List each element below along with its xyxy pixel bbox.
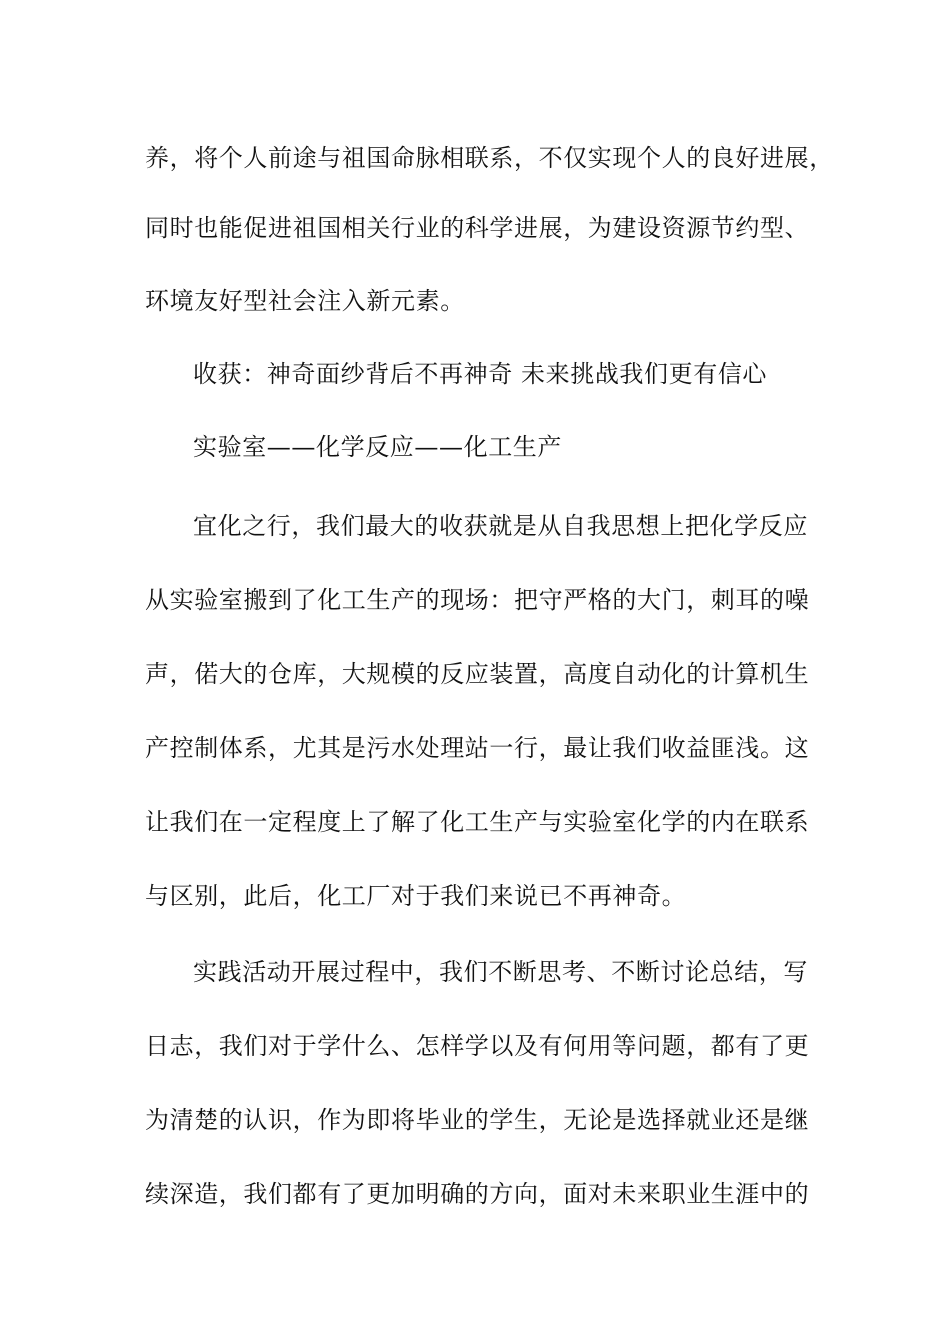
text-line: 同时也能促进祖国相关行业的科学进展，为建设资源节约型、 [145,214,810,242]
section-heading: 收获：神奇面纱背后不再神奇 未来挑战我们更有信心 [193,360,768,388]
text-line: 环境友好型社会注入新元素。 [145,287,465,315]
text-line: 养，将个人前途与祖国命脉相联系，不仅实现个人的良好进展， [145,144,834,172]
text-line: 与区别，此后，化工厂对于我们来说已不再神奇。 [145,882,687,910]
text-line: 产控制体系，尤其是污水处理站一行，最让我们收益匪浅。这 [145,734,810,762]
text-line: 续深造，我们都有了更加明确的方向，面对未来职业生涯中的 [145,1180,810,1208]
text-line: 日志，我们对于学什么、怎样学以及有何用等问题，都有了更 [145,1032,810,1060]
text-line: 让我们在一定程度上了解了化工生产与实验室化学的内在联系 [145,808,810,836]
section-subheading: 实验室——化学反应——化工生产 [193,433,562,461]
text-line: 从实验室搬到了化工生产的现场：把守严格的大门，刺耳的噪 [145,586,810,614]
text-line: 宜化之行，我们最大的收获就是从自我思想上把化学反应 [193,512,808,540]
text-line: 为清楚的认识，作为即将毕业的学生，无论是选择就业还是继 [145,1106,810,1134]
text-line: 实践活动开展过程中，我们不断思考、不断讨论总结，写 [193,958,808,986]
text-line: 声，偌大的仓库，大规模的反应装置，高度自动化的计算机生 [145,660,810,688]
